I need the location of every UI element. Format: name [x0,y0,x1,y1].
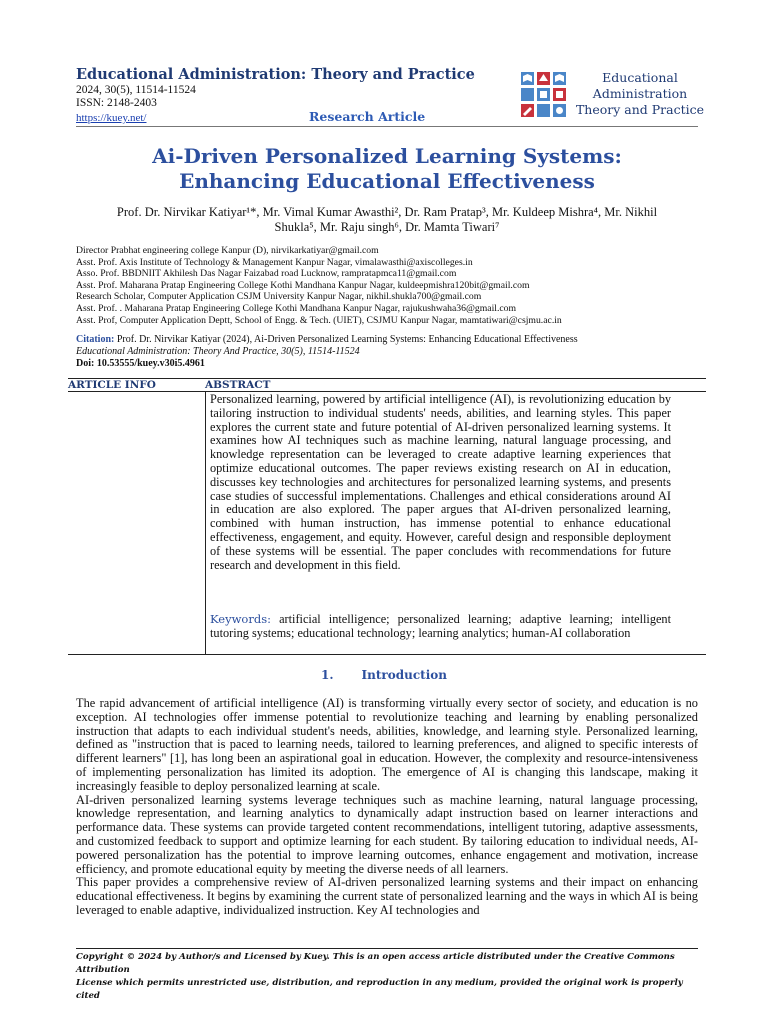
author-line: Shukla⁵, Mr. Raju singh⁶, Dr. Mamta Tiwari⁷ [274,220,500,234]
introduction-body [76,697,698,918]
section-heading-introduction [0,668,768,682]
affiliation-item: Asst. Prof, Computer Application Deptt, School of Engg. & Tech. (UIET), CSJMU Kanpur Nagar, mamtatiwari@csjmu.ac.in [76,314,562,326]
article-info-heading: ARTICLE INFO [68,379,156,391]
body-paragraph: This paper provides a comprehensive review of AI-driven personalized learning systems and their impact on enhancing educational effectiveness. It begins by examining the current state of personalized learning and the ways in which AI is being leveraged to enable adaptive, individualized instruction. Key AI technologies and [76,875,698,917]
paper-title-line: Enhancing Educational Effectiveness [179,169,595,193]
citation-text: Prof. Dr. Nirvikar Katiyar (2024), Ai-Driven Personalized Learning Systems: Enhancing Educational Effectiveness [116,334,578,345]
logo-text-line: Administration [592,86,688,101]
citation-label: Citation: [76,334,115,345]
journal-link[interactable]: https://kuey.net/ [76,112,147,124]
affiliation-item: Asso. Prof. BBDNIIT Akhilesh Das Nagar Faizabad road Lucknow, rampratapmca11@gmail.com [76,268,457,280]
keywords [210,613,671,641]
affiliation-item: Director Prabhat engineering college Kanpur (D), nirvikarkatiyar@gmail.com [76,245,379,256]
logo-text-line: Theory and Practice [575,102,705,117]
journal-title: Educational Administration: Theory and Practice [76,66,475,83]
abstract-text: Personalized learning, powered by artificial intelligence (AI), is revolutionizing education by tailoring instruction to individual students' needs, abilities, and learning styles. This paper explores the current state and future potential of AI-driven personalized learning systems. It examines how AI techniques such as machine learning, natural language processing, and knowledge representation can be leveraged to create adaptive learning experiences that optimize educational outcomes. The paper reviews existing research on AI in education, discusses key technologies and architectures for personalized learning systems, and presents case studies of successful implementations. Challenges and ethical considerations around AI in education are also explored. The paper argues that AI-driven personalized learning, combined with human instruction, has immense potential to enhance educational effectiveness, engagement, and equity. However, careful design and responsible deployment of these systems will be essential. The paper concludes with recommendations for future research and development in this field. [210,392,671,572]
section-title: Introduction [361,668,447,682]
affiliation-item: Asst. Prof. Axis Institute of Technology & Management Kanpur Nagar, vimalawasthi@axiscolleges.in [76,256,473,268]
issn: ISSN: 2148-2403 [76,97,157,109]
abstract-box-bottom-rule [68,654,706,655]
journal-logo-icon [518,68,570,122]
copyright-footer [76,951,698,1003]
abstract-box-top-rule [68,378,706,379]
volume-info: 2024, 30(5), 11514-11524 [76,84,196,96]
citation-journal: Educational Administration: Theory And Practice, 30(5), 11514-11524 [76,345,360,357]
abstract-heading: ABSTRACT [205,379,271,391]
keywords-label: Keywords: [210,612,271,626]
author-line: Prof. Dr. Nirvikar Katiyar¹*, Mr. Vimal Kumar Awasthi², Dr. Ram Pratap³, Mr. Kuldeep Mishra⁴, Mr. Nikhil [116,205,658,219]
citation-block [76,334,698,357]
journal-meta [76,84,196,110]
logo-text-line: Educational [602,70,678,85]
body-paragraph: AI-driven personalized learning systems leverage techniques such as machine learning, natural language processing, knowledge representation, and learning analytics to dynamically adapt instruction based on learner interactions and performance data. These systems can provide targeted content recommendations, intelligent tutoring, adaptive assessments, and customized feedback to support and optimize learning for each student. By tailoring education to individual needs, AI-powered personalization has the potential to improve learning outcomes, enhance engagement and motivation, increase efficiency, and promote educational equity by meeting the diverse needs of all learners. [76,792,698,876]
body-paragraph: The rapid advancement of artificial intelligence (AI) is transforming virtually every sector of society, and education is no exception. AI technologies offer immense potential to revolutionize teaching and learning by enabling personalized instruction that adapts to each individual student's needs, abilities, knowledge, and learning style. Personalized learning, defined as "instruction that is paced to learning needs, tailored to learning preferences, and aligned to specific interests of different learners" [1], has long been an aspirational goal in education. However, the complexity and resource-intensiveness of implementing personalization has limited its adoption. The emergence of AI is changing this landscape, making it increasingly feasible to deploy personalized learning at scale. [76,696,698,793]
keywords-text: artificial intelligence; personalized learning; adaptive learning; intelligent tutoring systems; educational technology; learning analytics; human-AI collaboration [210,612,671,640]
paper-title-line: Ai-Driven Personalized Learning Systems: [152,144,622,168]
copyright-line: License which permits unrestricted use, distribution, and reproduction in any medium, provided the original work is properly cited [76,978,683,1001]
logo-text [572,70,708,118]
doi: Doi: 10.53555/kuey.v30i5.4961 [76,358,205,369]
copyright-line: Copyright © 2024 by Author/s and Licensed by Kuey. This is an open access article distributed under the Creative Commons Attribution [76,952,675,975]
affiliation-item: Asst. Prof. . Maharana Pratap Engineering College Kothi Mandhana Kanpur Nagar, rajukushwaha36@gmail.com [76,302,517,314]
affiliation-list [76,245,698,326]
section-number: 1. [321,668,334,682]
abstract-column-divider [205,391,206,654]
affiliation-item: Research Scholar, Computer Application CSJM University Kanpur Nagar, nikhil.shukla700@gmail.com [76,291,482,303]
article-type-label: Research Article [309,109,426,124]
footer-divider [76,948,698,949]
journal-logo [518,68,708,124]
author-list [76,205,698,235]
paper-title [76,144,698,194]
affiliation-item: Asst. Prof. Maharana Pratap Engineering College Kothi Mandhana Kanpur Nagar, kuldeepmishra120bit@gmail.com [76,279,530,291]
header-divider [76,126,698,127]
